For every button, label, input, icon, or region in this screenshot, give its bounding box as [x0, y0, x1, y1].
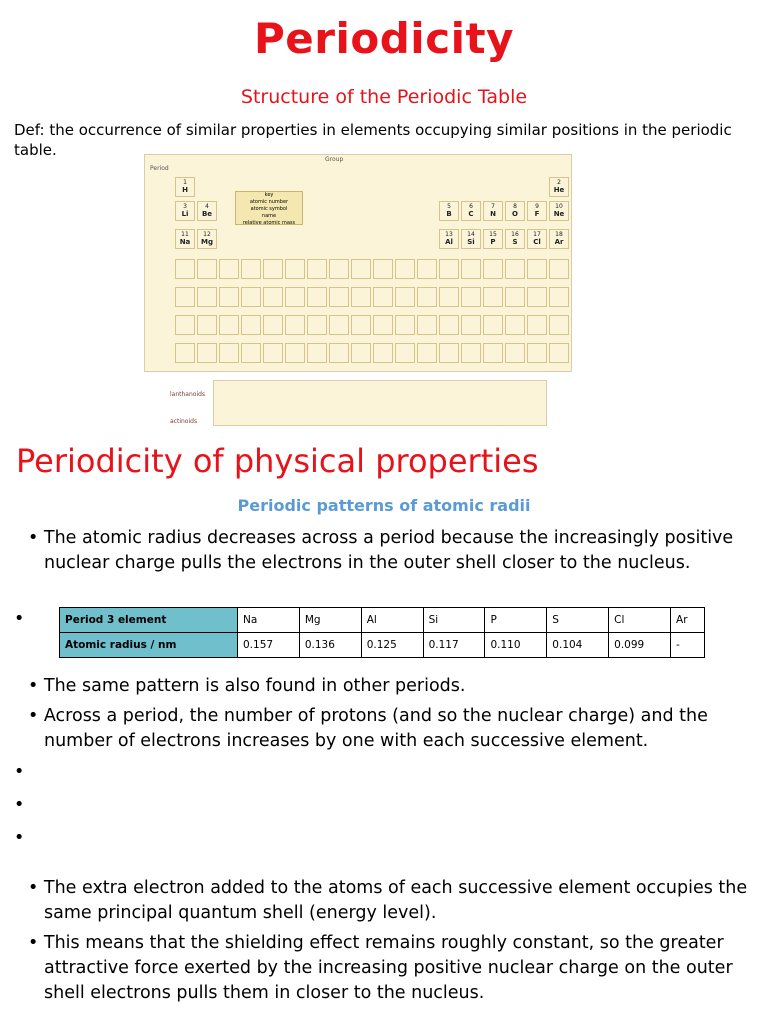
element-cell-placeholder — [461, 343, 481, 363]
element-cell-placeholder — [483, 315, 503, 335]
table-cell: Si — [423, 608, 485, 633]
atomic-symbol: O — [512, 210, 518, 218]
table-cell: Mg — [299, 608, 361, 633]
element-cell-placeholder — [219, 287, 239, 307]
table-cell: 0.117 — [423, 633, 485, 658]
element-cell-placeholder — [395, 315, 415, 335]
element-cell-placeholder — [307, 259, 327, 279]
element-cell-placeholder — [505, 287, 525, 307]
table-cell: Al — [361, 608, 423, 633]
element-cell-placeholder — [263, 343, 283, 363]
element-cell-placeholder — [351, 315, 371, 335]
element-cell-placeholder — [527, 315, 547, 335]
element-cell-placeholder — [417, 315, 437, 335]
atomic-symbol: N — [490, 210, 496, 218]
atomic-number: 16 — [511, 231, 519, 238]
element-cell-placeholder — [307, 287, 327, 307]
element-cell-placeholder — [329, 343, 349, 363]
atomic-number: 3 — [183, 203, 187, 210]
element-cell-placeholder — [197, 287, 217, 307]
element-cell-placeholder — [329, 259, 349, 279]
atomic-symbol: Na — [179, 238, 191, 246]
atomic-number: 7 — [491, 203, 495, 210]
element-cell-placeholder — [307, 315, 327, 335]
element-cell-placeholder — [197, 259, 217, 279]
element-cell — [439, 229, 459, 249]
element-cell-placeholder — [527, 343, 547, 363]
element-cell-placeholder — [483, 343, 503, 363]
lanthanoid-actinoid-block — [213, 380, 547, 426]
element-cell-placeholder — [417, 287, 437, 307]
element-cell — [483, 229, 503, 249]
table-cell: 0.110 — [485, 633, 547, 658]
atomic-number: 18 — [555, 231, 563, 238]
periodic-table-image — [144, 154, 572, 372]
atomic-number: 17 — [533, 231, 541, 238]
atomic-symbol: Ne — [553, 210, 565, 218]
atomic-number: 2 — [557, 179, 561, 186]
element-cell-placeholder — [351, 259, 371, 279]
table-cell: S — [547, 608, 609, 633]
element-cell-placeholder — [175, 287, 195, 307]
element-cell-placeholder — [549, 287, 569, 307]
table-cell: 0.157 — [238, 633, 300, 658]
element-cell — [483, 201, 503, 221]
element-cell-placeholder — [439, 315, 459, 335]
element-cell-placeholder — [549, 259, 569, 279]
element-cell — [527, 201, 547, 221]
element-cell-placeholder — [527, 287, 547, 307]
table-cell: - — [671, 633, 705, 658]
atomic-symbol: Ar — [554, 238, 564, 246]
atomic-symbol: H — [182, 186, 188, 194]
element-cell-placeholder — [285, 287, 305, 307]
element-cell-placeholder — [373, 315, 393, 335]
element-cell-placeholder — [307, 343, 327, 363]
bullet: • — [14, 609, 25, 629]
element-cell-placeholder — [505, 343, 525, 363]
key-line: name — [261, 213, 277, 219]
table-row-head: Period 3 element — [60, 608, 238, 633]
atomic-number: 1 — [183, 179, 187, 186]
atomic-symbol: Al — [445, 238, 453, 246]
section-heading: Periodicity of physical properties — [16, 442, 539, 480]
element-cell-placeholder — [351, 343, 371, 363]
atomic-number: 9 — [535, 203, 539, 210]
atomic-number: 15 — [489, 231, 497, 238]
paragraph-protons: • Across a period, the number of protons (and so the nuclear charge) and the number of electrons increases by one with each successive element. — [28, 706, 708, 751]
atomic-symbol: Li — [181, 210, 189, 218]
key-line: atomic number — [249, 199, 289, 205]
table-cell: 0.125 — [361, 633, 423, 658]
table-row — [60, 633, 705, 658]
table-row — [60, 608, 705, 633]
element-cell-placeholder — [351, 287, 371, 307]
atomic-symbol: C — [468, 210, 474, 218]
element-cell-placeholder — [417, 259, 437, 279]
element-cell — [461, 229, 481, 249]
paragraph-atomic-radius: • The atomic radius decreases across a period because the increasingly positive nuclear charge pulls the electrons in the outer shell closer to the nucleus. — [28, 528, 734, 573]
element-cell — [505, 201, 525, 221]
element-cell-placeholder — [483, 287, 503, 307]
definition-text: Def: the occurrence of similar properties in elements occupying similar positions in the periodic table. — [14, 121, 732, 159]
element-cell-placeholder — [395, 287, 415, 307]
atomic-number: 13 — [445, 231, 453, 238]
element-cell-placeholder — [263, 315, 283, 335]
element-cell — [175, 201, 195, 221]
element-cell-placeholder — [461, 315, 481, 335]
element-cell-placeholder — [505, 315, 525, 335]
bullet: • — [14, 828, 25, 848]
atomic-symbol: Mg — [201, 238, 213, 246]
atomic-number: 12 — [203, 231, 211, 238]
periodic-table-key — [235, 191, 303, 225]
atomic-symbol: Cl — [533, 238, 541, 246]
atomic-number: 10 — [555, 203, 563, 210]
element-cell-placeholder — [241, 287, 261, 307]
table-cell: Na — [238, 608, 300, 633]
element-cell-placeholder — [505, 259, 525, 279]
element-cell — [175, 177, 195, 197]
page-title: Periodicity — [254, 14, 514, 63]
table-cell: Cl — [609, 608, 671, 633]
atomic-symbol: Si — [467, 238, 475, 246]
element-cell-placeholder — [373, 343, 393, 363]
element-cell-placeholder — [373, 287, 393, 307]
table-cell: 0.099 — [609, 633, 671, 658]
table-cell: P — [485, 608, 547, 633]
atomic-number: 11 — [181, 231, 189, 238]
element-cell-placeholder — [219, 315, 239, 335]
element-cell-placeholder — [549, 315, 569, 335]
period-label: Period — [150, 165, 169, 172]
subsection-heading: Periodic patterns of atomic radii — [237, 496, 531, 515]
element-cell-placeholder — [461, 287, 481, 307]
table-cell: 0.104 — [547, 633, 609, 658]
atomic-symbol: Be — [201, 210, 213, 218]
element-cell-placeholder — [285, 315, 305, 335]
element-cell — [527, 229, 547, 249]
atomic-symbol: F — [534, 210, 540, 218]
element-cell-placeholder — [241, 259, 261, 279]
element-cell-placeholder — [329, 315, 349, 335]
element-cell — [439, 201, 459, 221]
element-cell-placeholder — [285, 343, 305, 363]
element-cell-placeholder — [175, 259, 195, 279]
element-cell-placeholder — [395, 343, 415, 363]
element-cell-placeholder — [483, 259, 503, 279]
element-cell — [549, 201, 569, 221]
element-cell-placeholder — [219, 343, 239, 363]
element-cell-placeholder — [549, 343, 569, 363]
atomic-radius-table — [59, 607, 705, 658]
element-cell-placeholder — [461, 259, 481, 279]
group-label: Group — [325, 156, 344, 163]
element-cell-placeholder — [263, 287, 283, 307]
element-cell — [197, 229, 217, 249]
element-cell — [175, 229, 195, 249]
atomic-number: 6 — [469, 203, 473, 210]
element-cell-placeholder — [263, 259, 283, 279]
lanthanoids-label: lanthanoids — [170, 391, 206, 398]
atomic-symbol: S — [512, 238, 518, 246]
element-cell — [461, 201, 481, 221]
atomic-symbol: B — [446, 210, 452, 218]
element-cell — [549, 177, 569, 197]
element-cell-placeholder — [373, 259, 393, 279]
table-cell: Ar — [671, 608, 705, 633]
element-cell-placeholder — [527, 259, 547, 279]
element-cell-placeholder — [241, 315, 261, 335]
key-line: key — [264, 192, 274, 198]
atomic-number: 5 — [447, 203, 451, 210]
bullet: • — [14, 762, 25, 782]
paragraph-shielding: • This means that the shielding effect remains roughly constant, so the greater attractive force exerted by the increasing positive nuclear charge on the outer shell electrons pulls them in closer to the nucleus. — [28, 933, 733, 1003]
key-line: atomic symbol — [250, 206, 288, 212]
actinoids-label: actinoids — [170, 418, 198, 425]
element-cell-placeholder — [439, 343, 459, 363]
paragraph-extra-electron: • The extra electron added to the atoms of each successive element occupies the same principal quantum shell (energy level). — [28, 878, 748, 923]
key-line: relative atomic mass — [242, 220, 296, 226]
element-cell — [549, 229, 569, 249]
table-row-head: Atomic radius / nm — [60, 633, 238, 658]
element-cell-placeholder — [417, 343, 437, 363]
element-cell-placeholder — [329, 287, 349, 307]
element-cell-placeholder — [197, 343, 217, 363]
element-cell-placeholder — [439, 259, 459, 279]
page-subtitle: Structure of the Periodic Table — [240, 86, 528, 108]
atomic-number: 8 — [513, 203, 517, 210]
atomic-symbol: P — [490, 238, 496, 246]
atomic-number: 4 — [205, 203, 209, 210]
element-cell — [505, 229, 525, 249]
element-cell-placeholder — [395, 259, 415, 279]
element-cell-placeholder — [285, 259, 305, 279]
element-cell-placeholder — [175, 315, 195, 335]
paragraph-same-pattern: • The same pattern is also found in other periods. — [28, 676, 466, 696]
element-cell-placeholder — [219, 259, 239, 279]
element-cell-placeholder — [197, 315, 217, 335]
atomic-symbol: He — [553, 186, 565, 194]
bullet: • — [14, 795, 25, 815]
element-cell — [197, 201, 217, 221]
table-cell: 0.136 — [299, 633, 361, 658]
element-cell-placeholder — [439, 287, 459, 307]
atomic-number: 14 — [467, 231, 475, 238]
element-cell-placeholder — [241, 343, 261, 363]
element-cell-placeholder — [175, 343, 195, 363]
